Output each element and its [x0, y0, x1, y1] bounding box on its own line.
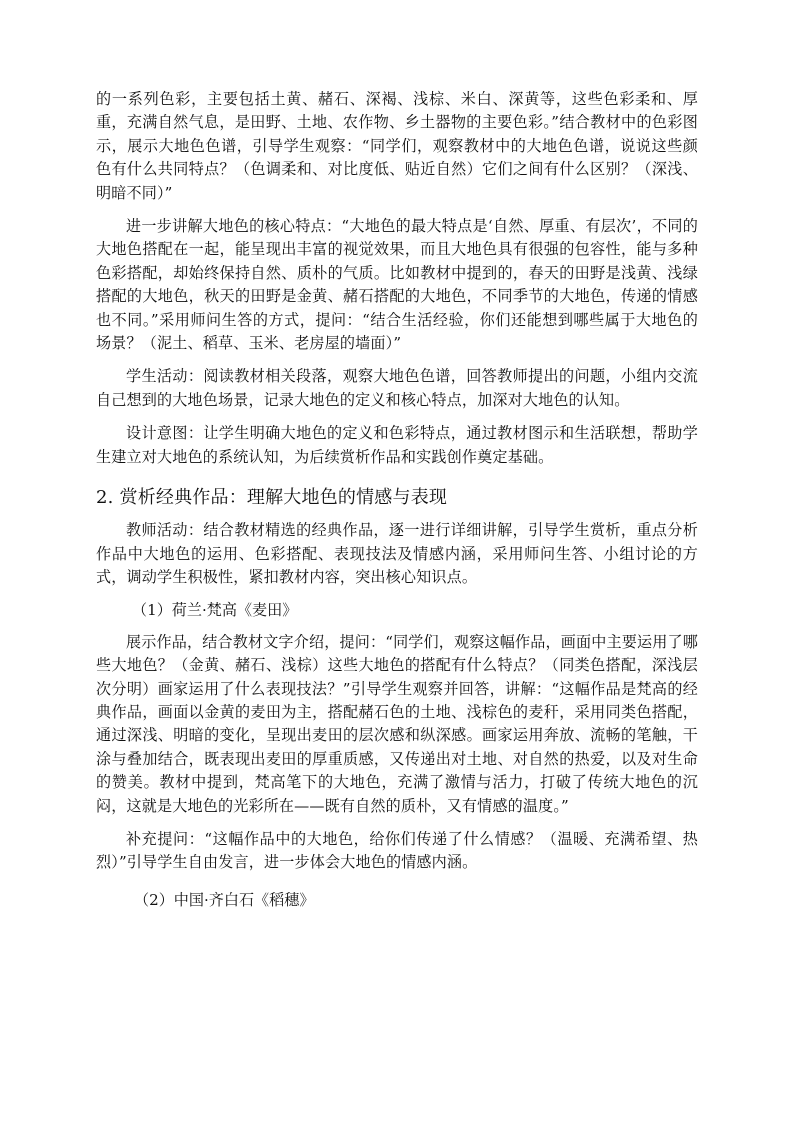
paragraph-earth-color-intro: 的一系列色彩，主要包括土黄、赭石、深褐、浅棕、米白、深黄等，这些色彩柔和、厚重，充满自然气息，是田野、土地、农作物、乡土器物的主要色彩。”结合教材中的色彩图示，展示大地色色谱，引导学生观察：“同学们，观察教材中的大地色色谱，说说这些颜色有什么共同特点？（色调柔和、对比度低、贴近自然）它们之间有什么区别？（深浅、明暗不同）”	[96, 90, 698, 202]
paragraph-student-activity: 学生活动：阅读教材相关段落，观察大地色色谱，回答教师提出的问题，小组内交流自己想到的大地色场景，记录大地色的定义和核心特点，加深对大地色的认知。	[96, 367, 698, 409]
paragraph-teacher-activity: 教师活动：结合教材精选的经典作品，逐一进行详细讲解，引导学生赏析，重点分析作品中大地色的运用、色彩搭配、表现技法及情感内涵，采用师问生答、小组讨论的方式，调动学生积极性，紧扣教材内容，突出核心知识点。	[96, 521, 698, 586]
document-page	[96, 88, 698, 920]
paragraph-wheat-field-analysis: 展示作品，结合教材文字介绍，提问：“同学们，观察这幅作品，画面中主要运用了哪些大地色？（金黄、赭石、浅棕）这些大地色的搭配有什么特点？（同类色搭配，深浅层次分明）画家运用了什么表现技法？”引导学生观察并回答，讲解：“这幅作品是梵高的经典作品，画面以金黄的麦田为主，搭配赭石色的土地、浅棕色的麦秆，采用同类色搭配，通过深浅、明暗的变化，呈现出麦田的层次感和纵深感。画家运用奔放、流畅的笔触，干涂与叠加结合，既表现出麦田的厚重质感，又传递出对土地、对自然的热爱，以及对生命的赞美。教材中提到，梵高笔下的大地色，充满了激情与活力，打破了传统大地色的沉闷，这就是大地色的光彩所在——既有自然的质朴，又有情感的温度。”	[96, 632, 698, 815]
section-heading: 2. 赏析经典作品：理解大地色的情感与表现	[96, 487, 448, 509]
paragraph-design-intent: 设计意图：让学生明确大地色的定义和色彩特点，通过教材图示和生活联想，帮助学生建立对大地色的系统认知，为后续赏析作品和实践创作奠定基础。	[96, 424, 698, 466]
paragraph-earth-color-features: 进一步讲解大地色的核心特点：“大地色的最大特点是‘自然、厚重、有层次’，不同的大地色搭配在一起，能呈现出丰富的视觉效果，而且大地色具有很强的包容性，能与多种色彩搭配，却始终保持自然、质朴的气质。比如教材中提到的，春天的田野是浅黄、浅绿搭配的大地色，秋天的田野是金黄、赭石搭配的大地色，不同季节的大地色，传递的情感也不同。”采用师问生答的方式，提问：“结合生活经验，你们还能想到哪些属于大地色的场景？（泥土、稻草、玉米、老房屋的墙面）”	[96, 217, 698, 353]
paragraph-follow-up-question: 补充提问：“这幅作品中的大地色，给你们传递了什么情感？（温暖、充满希望、热烈）”引导学生自由发言，进一步体会大地色的情感内涵。	[96, 829, 698, 872]
subheading-qi-baishi: （2）中国·齐白石《稻穗》	[134, 890, 315, 909]
subheading-van-gogh: （1）荷兰·梵高《麦田》	[132, 601, 298, 620]
